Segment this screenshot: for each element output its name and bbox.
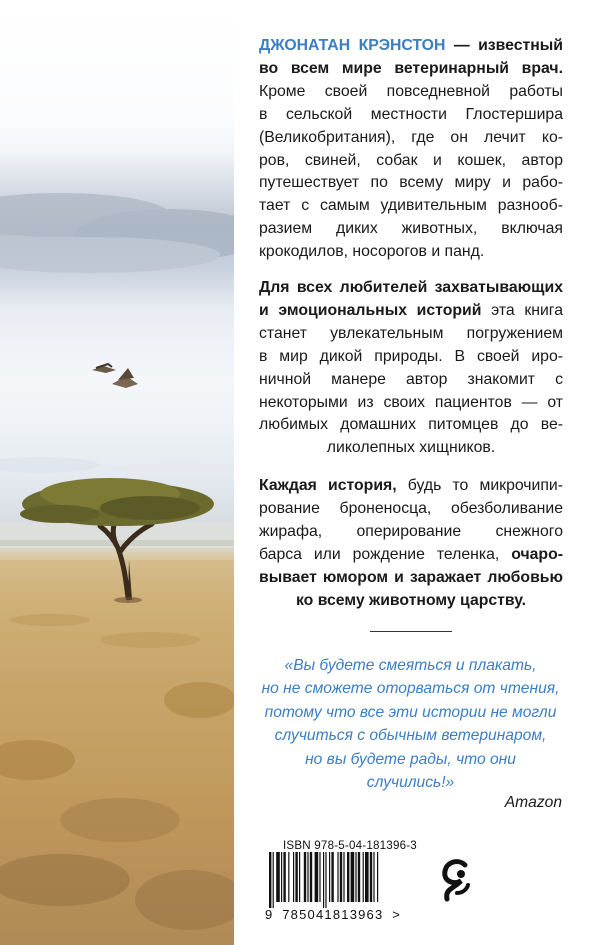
eksmo-logo-icon — [441, 859, 471, 903]
ean-end-mark: > — [392, 907, 402, 922]
para3-line-1-rest: будь то микрочипи- — [396, 477, 563, 494]
barcode-bar — [276, 852, 280, 902]
bio-line-1-rest: — известный — [445, 37, 564, 54]
quote-line: «Вы будете смеяться и плакать, — [284, 657, 537, 674]
barcode-bar — [343, 852, 344, 902]
barcode-bar — [358, 852, 360, 902]
bio-line: крокодилов, носорогов и панд. — [259, 243, 485, 261]
para3-line: рование броненосца, обезболивание — [259, 499, 563, 517]
bio-line: разием диких животных, включая — [259, 220, 563, 238]
barcode-bar — [293, 852, 294, 902]
cover-photo — [0, 0, 234, 945]
bio-line-2: во всем мире ветеринарный врач. — [259, 59, 563, 77]
review-quote — [258, 654, 563, 794]
para2-line: некоторыми из своих пациентов — от — [259, 393, 563, 411]
para2-line: станет увлекательным погружением — [259, 324, 563, 342]
quote-source: Amazon — [504, 794, 562, 811]
barcode-bar — [340, 852, 342, 902]
barcode-bar — [315, 852, 319, 902]
bio-line: путешествует по всему миру и рабо- — [259, 174, 563, 192]
birds — [92, 364, 138, 388]
barcode-bar — [299, 852, 300, 902]
barcode-bar — [331, 852, 333, 902]
bio-line: ров, свиней, собак и кошек, автор — [259, 151, 563, 169]
ean-digits: 785041813963 — [282, 907, 384, 922]
barcode-bar — [304, 852, 306, 902]
bio-line: тает с самым удивительным разнооб- — [259, 197, 563, 215]
barcode-bar — [281, 852, 282, 902]
barcode-bar — [337, 852, 338, 902]
barcode-bar — [288, 852, 289, 902]
description-paragraph-2 — [259, 277, 563, 460]
para3-line-5: вывает юмором и заражает любовью — [259, 568, 563, 586]
para2-line: ликолепных хищников. — [326, 439, 496, 457]
quote-line: потому что все эти истории не могли — [264, 703, 557, 721]
grass — [0, 560, 234, 945]
para3-bold-start: Каждая история, — [259, 477, 397, 494]
ean-number — [265, 907, 435, 922]
description-paragraph-3 — [259, 475, 563, 612]
barcode-bar — [377, 852, 378, 902]
para3-line-6: ко всему животному царству. — [295, 591, 527, 609]
savanna-photo-art — [0, 0, 234, 945]
author-name: ДЖОНАТАН КРЭНСТОН — [259, 37, 446, 54]
quote-line: случились!» — [366, 774, 455, 792]
barcode-bar — [310, 852, 312, 902]
barcode-bar — [355, 852, 356, 902]
para2-bold-line-1: Для всех любителей захватывающих — [259, 279, 563, 296]
barcode-bar — [347, 852, 349, 902]
barcode-bar — [319, 852, 320, 902]
barcode-bar — [269, 852, 271, 908]
para2-bold-line-2: и эмоциональных историй — [259, 301, 482, 319]
clouds — [0, 193, 234, 477]
bio-line: в сельской местности Глостершира — [259, 105, 563, 123]
ean-first-digit: 9 — [265, 907, 274, 922]
barcode-bar — [329, 852, 330, 902]
para2-line: ничной манере автор знакомит с — [259, 370, 563, 388]
barcode-bar — [363, 852, 364, 902]
isbn-label: ISBN 978-5-04-181396-3 — [283, 839, 417, 852]
barcode-bar — [325, 852, 326, 908]
barcode-bar — [323, 852, 324, 908]
barcode-bar — [283, 852, 285, 902]
barcode — [265, 852, 435, 908]
para3-line: жирафа, оперирование снежного — [259, 522, 563, 540]
author-bio — [259, 35, 563, 264]
quote-line: но вы будете рады, что они — [305, 750, 516, 768]
barcode-bar — [365, 852, 369, 902]
barcode-bar — [373, 852, 374, 902]
bio-line: Кроме своей повседневной работы — [259, 82, 563, 100]
para2-line: любимых домашних питомцев до ве- — [259, 416, 563, 434]
quote-line: случиться с обычным ветеринаром, — [274, 727, 547, 745]
para3-line-4-bold: очаро- — [511, 545, 563, 563]
section-divider — [370, 631, 452, 632]
barcode-bar — [370, 852, 372, 902]
para2-line-2-rest: эта книга — [481, 301, 563, 319]
quote-line: но не сможете оторваться от чтения, — [261, 680, 560, 698]
barcode-bar — [273, 852, 274, 908]
bio-line: (Великобритания), где он лечит ко- — [259, 128, 563, 146]
para2-line: в мир дикой природы. В своей иро- — [259, 347, 563, 365]
barcode-bar — [295, 852, 297, 902]
barcode-bar — [351, 852, 355, 902]
barcode-bar — [307, 852, 308, 902]
para3-line-4-plain: барса или рождение теленка, — [259, 545, 512, 563]
